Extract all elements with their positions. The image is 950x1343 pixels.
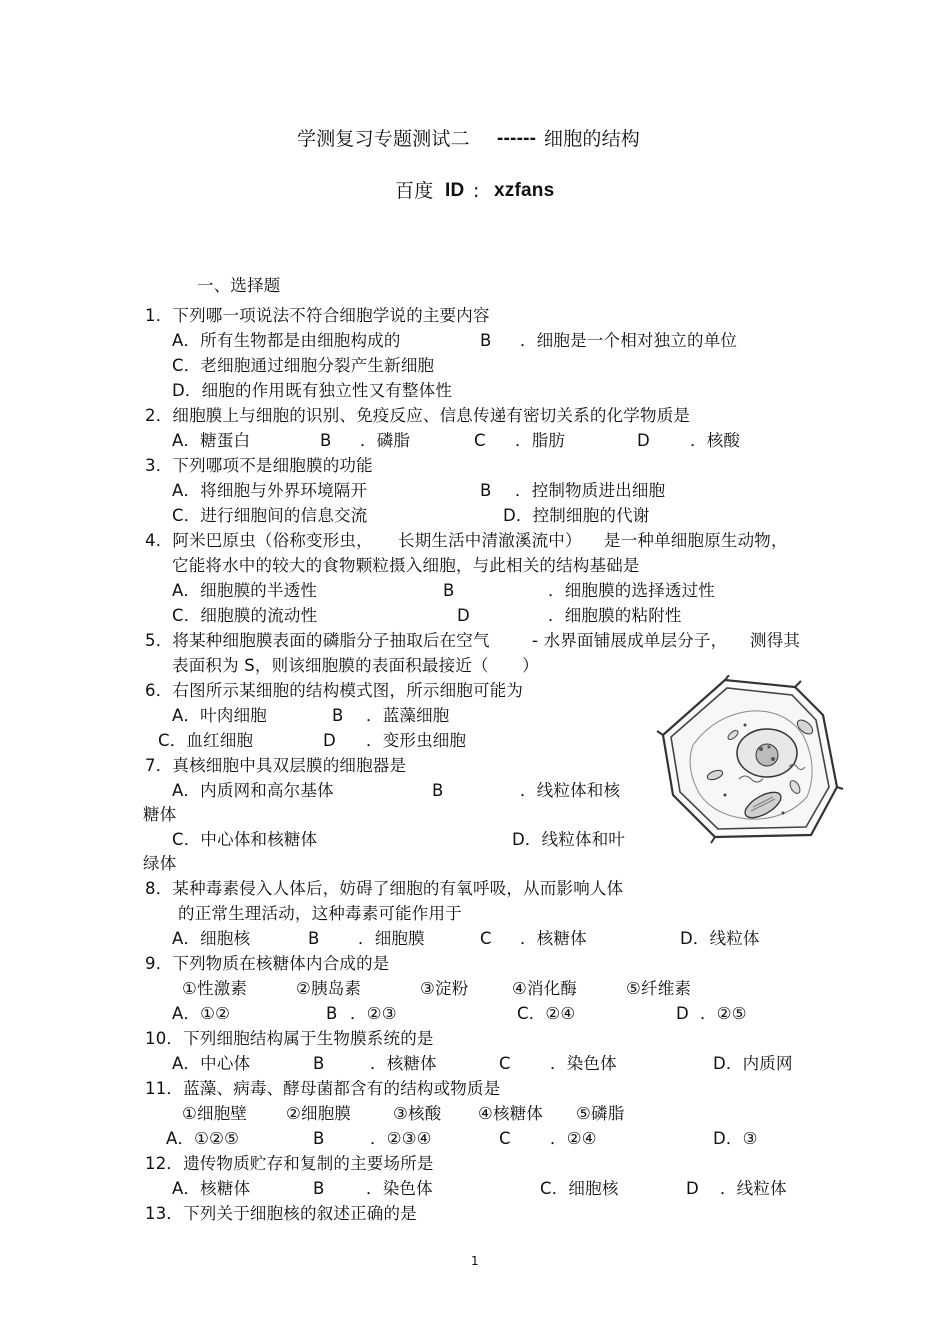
option-a: A．将细胞与外界环境隔开 xyxy=(172,481,368,500)
question-stem-line2: 它能将水中的较大的食物颗粒摄入细胞，与此相关的结构基础是 xyxy=(172,556,640,575)
question-stem-part2: 长期生活中清澈溪流中） xyxy=(398,531,582,550)
option-d-letter: D xyxy=(686,1179,699,1198)
id-value: xzfans xyxy=(494,180,555,201)
option-b: ．②③④ xyxy=(370,1129,432,1148)
id-prefix: 百度 xyxy=(395,180,434,202)
option-d: ．变形虫细胞 xyxy=(366,731,467,750)
question-stem-line2: 表面积为 S，则该细胞膜的表面积最接近（ ） xyxy=(172,656,539,675)
option-c: C．中心体和核糖体 xyxy=(172,830,318,849)
option-b-letter: B xyxy=(432,781,444,800)
option-b: ．磷脂 xyxy=(360,431,411,450)
option-b: ．②③ xyxy=(350,1004,397,1023)
option-c: C．老细胞通过细胞分裂产生新细胞 xyxy=(172,356,435,375)
option-b-letter: B xyxy=(320,431,332,450)
option-d-letter: D xyxy=(457,606,470,625)
option-b: ．线粒体和核 xyxy=(520,781,621,800)
option-a: A．所有生物都是由细胞构成的 xyxy=(172,331,401,350)
statement-item: ⑤磷脂 xyxy=(576,1104,625,1123)
question-stem: 7．真核细胞中具双层膜的细胞器是 xyxy=(145,756,407,775)
question-stem: 9．下列物质在核糖体内合成的是 xyxy=(145,954,390,973)
option-a: A．细胞膜的半透性 xyxy=(172,581,318,600)
question-stem: 1．下列哪一项说法不符合细胞学说的主要内容 xyxy=(145,306,490,325)
option-b: ．细胞膜的选择透过性 xyxy=(548,581,715,600)
question-stem: 2．细胞膜上与细胞的识别、免疫反应、信息传递有密切关系的化学物质是 xyxy=(145,406,691,425)
question-stem-line2: 的正常生理活动，这种毒素可能作用于 xyxy=(178,904,462,923)
option-d-letter: D xyxy=(676,1004,689,1023)
option-d: ．细胞膜的粘附性 xyxy=(548,606,682,625)
option-a: A．叶肉细胞 xyxy=(172,706,267,725)
option-d-letter: D xyxy=(323,731,336,750)
option-c-letter: C xyxy=(480,929,492,948)
statement-item: ①性激素 xyxy=(182,979,248,998)
option-c: ．脂肪 xyxy=(515,431,566,450)
option-c: ．②④ xyxy=(550,1129,597,1148)
option-c: C．血红细胞 xyxy=(158,731,254,750)
question-stem: 11．蓝藻、病毒、酵母菌都含有的结构或物质是 xyxy=(145,1079,501,1098)
question-stem-part2: - 水界面铺展成单层分子， xyxy=(532,631,728,650)
question-stem: 10．下列细胞结构属于生物膜系统的是 xyxy=(145,1029,434,1048)
option-b-letter: B xyxy=(332,706,344,725)
plant-cell-diagram-icon xyxy=(655,675,845,845)
statement-item: ①细胞壁 xyxy=(182,1104,248,1123)
option-a: A．细胞核 xyxy=(172,929,251,948)
statement-item: ③核酸 xyxy=(393,1104,442,1123)
question-stem: 12．遗传物质贮存和复制的主要场所是 xyxy=(145,1154,434,1173)
option-b-letter: B xyxy=(480,331,492,350)
option-b-letter: B xyxy=(313,1129,325,1148)
option-d-wrap: 绿体 xyxy=(143,854,177,873)
option-d: D．细胞的作用既有独立性又有整体性 xyxy=(172,381,453,400)
question-stem: 13．下列关于细胞核的叙述正确的是 xyxy=(145,1204,417,1223)
option-b-letter: B xyxy=(480,481,492,500)
option-b-letter: B xyxy=(313,1054,325,1073)
option-d: D．线粒体 xyxy=(680,929,760,948)
option-d: D．线粒体和叶 xyxy=(512,830,626,849)
statement-item: ④消化酶 xyxy=(512,979,578,998)
option-d: D．③ xyxy=(713,1129,758,1148)
option-c-letter: C xyxy=(474,431,486,450)
option-b-wrap: 糖体 xyxy=(143,805,177,824)
title-dash: ------ xyxy=(497,128,537,149)
option-a: A．中心体 xyxy=(172,1054,251,1073)
title-topic: 细胞的结构 xyxy=(544,128,641,150)
option-d: ．核酸 xyxy=(690,431,741,450)
option-d: ．②⑤ xyxy=(700,1004,747,1023)
question-stem: 3．下列哪项不是细胞膜的功能 xyxy=(145,456,373,475)
option-c-letter: C xyxy=(499,1129,511,1148)
title-main: 学测复习专题测试二 xyxy=(297,128,470,150)
statement-item: ②胰岛素 xyxy=(296,979,362,998)
option-c: C．细胞膜的流动性 xyxy=(172,606,318,625)
option-d: D．控制细胞的代谢 xyxy=(503,506,650,525)
option-b: ．细胞是一个相对独立的单位 xyxy=(520,331,738,350)
option-c: ．核糖体 xyxy=(520,929,587,948)
question-stem-part3: 是一种单细胞原生动物， xyxy=(604,531,788,550)
question-stem-part1: 5．将某种细胞膜表面的磷脂分子抽取后在空气 xyxy=(145,631,490,650)
option-b-letter: B xyxy=(313,1179,325,1198)
option-a: A．内质网和高尔基体 xyxy=(172,781,334,800)
option-c: C．②④ xyxy=(517,1004,576,1023)
option-a: A．糖蛋白 xyxy=(172,431,251,450)
id-label: ID xyxy=(445,180,465,201)
question-stem-part3: 测得其 xyxy=(750,631,801,650)
option-b: ．细胞膜 xyxy=(358,929,425,948)
option-b-letter: B xyxy=(326,1004,338,1023)
option-b-letter: B xyxy=(443,581,455,600)
question-stem: 6．右图所示某细胞的结构模式图，所示细胞可能为 xyxy=(145,681,524,700)
option-c-letter: C xyxy=(499,1054,511,1073)
option-d: ．线粒体 xyxy=(720,1179,787,1198)
option-c: ．染色体 xyxy=(550,1054,617,1073)
option-a: A．核糖体 xyxy=(172,1179,251,1198)
statement-item: ④核糖体 xyxy=(478,1104,544,1123)
option-b-letter: B xyxy=(308,929,320,948)
statement-item: ⑤纤维素 xyxy=(626,979,692,998)
question-stem-part1: 4．阿米巴原虫（俗称变形虫， xyxy=(145,531,373,550)
option-b: ．蓝藻细胞 xyxy=(366,706,450,725)
option-a: A．①②⑤ xyxy=(166,1129,240,1148)
section-heading: 一、选择题 xyxy=(197,276,281,295)
option-c: C．细胞核 xyxy=(540,1179,619,1198)
page-number: 1 xyxy=(471,1254,479,1268)
option-d: D．内质网 xyxy=(713,1054,793,1073)
option-b: ．染色体 xyxy=(366,1179,433,1198)
option-b: ．核糖体 xyxy=(370,1054,437,1073)
question-stem-line1: 8．某种毒素侵入人体后，妨碍了细胞的有氧呼吸，从而影响人体 xyxy=(145,879,624,898)
option-d-letter: D xyxy=(637,431,650,450)
option-a: A．①② xyxy=(172,1004,231,1023)
option-c: C．进行细胞间的信息交流 xyxy=(172,506,368,525)
statement-item: ②细胞膜 xyxy=(286,1104,352,1123)
id-colon: : xyxy=(473,180,480,202)
option-b: ．控制物质进出细胞 xyxy=(515,481,666,500)
statement-item: ③淀粉 xyxy=(420,979,469,998)
